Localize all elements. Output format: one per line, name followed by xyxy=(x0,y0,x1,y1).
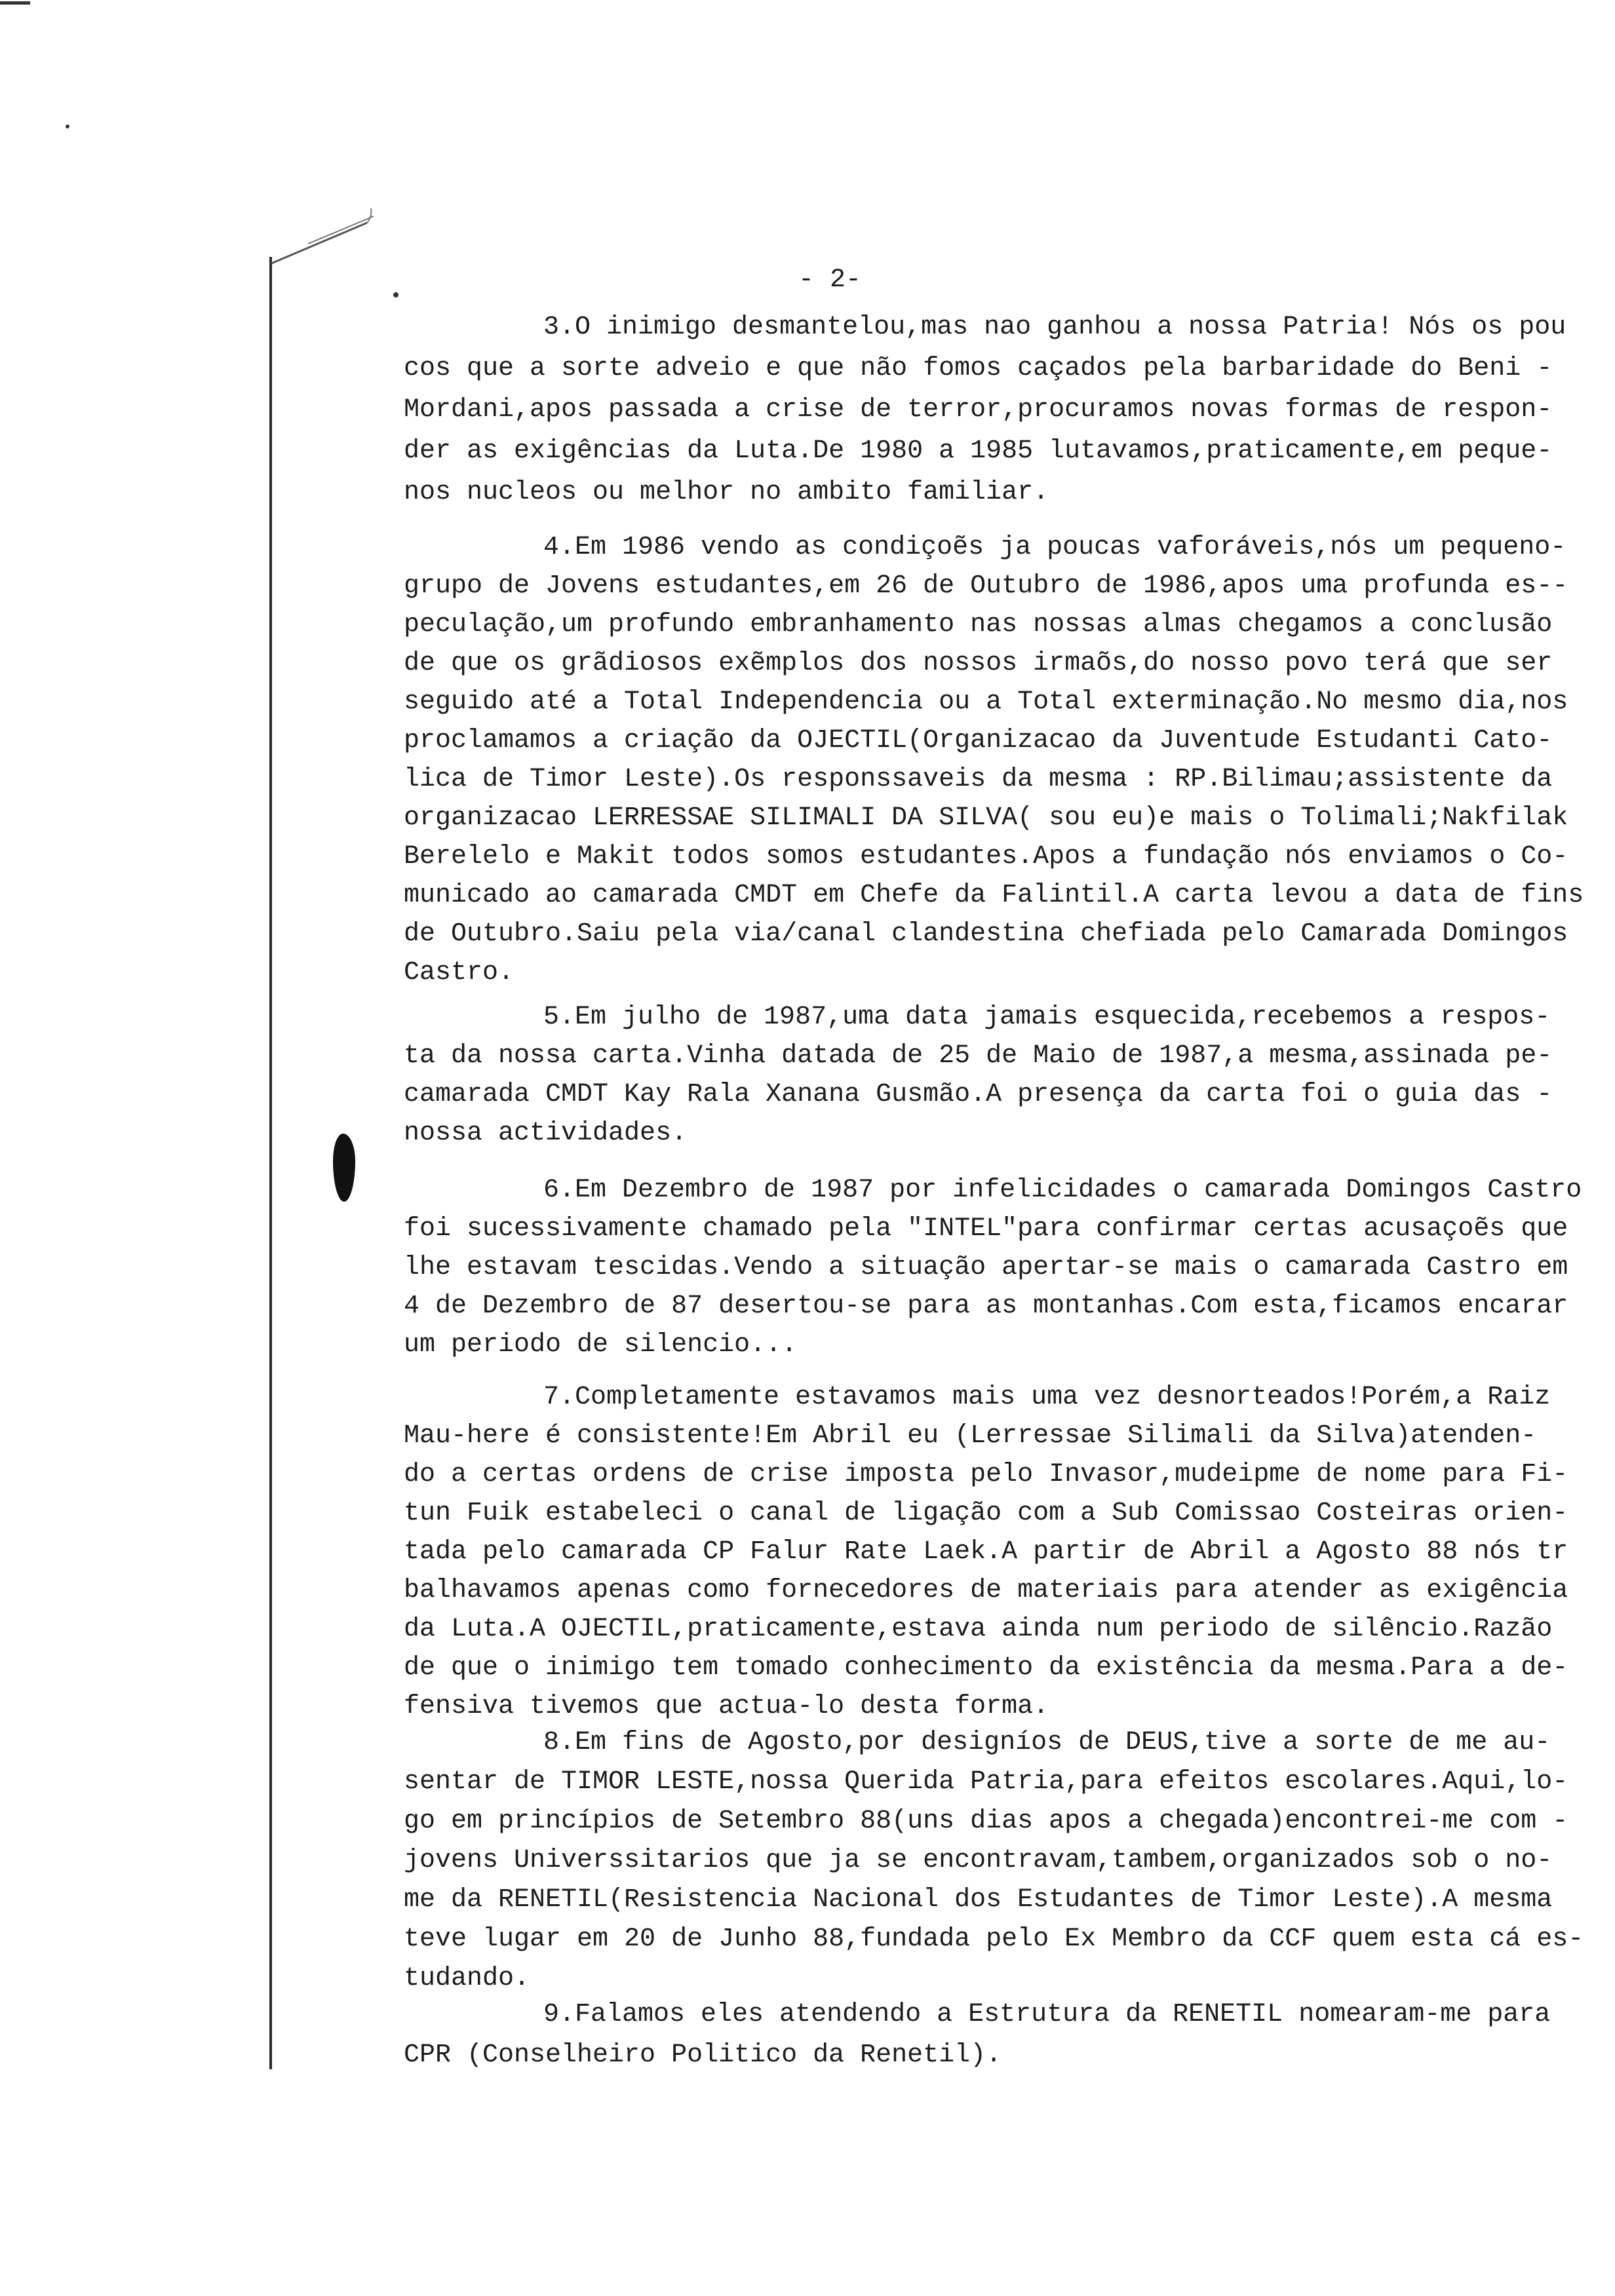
text-line: balhavamos apenas como fornecedores de materiais para atender as exigência xyxy=(404,1576,1568,1605)
text-line: de que o inimigo tem tomado conhecimento da existência da mesma.Para a de- xyxy=(404,1653,1568,1683)
text-line: jovens Universsitarios que ja se encontravam,tambem,organizados sob o no- xyxy=(404,1846,1553,1875)
text-line: um periodo de silencio... xyxy=(404,1330,798,1360)
text-line: 5.Em julho de 1987,uma data jamais esquecida,recebemos a respos- xyxy=(543,1003,1551,1032)
text-line: nossa actividades. xyxy=(404,1119,688,1148)
text-line: sentar de TIMOR LESTE,nossa Querida Patria,para efeitos escolares.Aqui,lo- xyxy=(404,1767,1568,1797)
text-line: cos que a sorte adveio e que não fomos caçados pela barbaridade do Beni - xyxy=(404,354,1553,383)
text-line: fensiva tivemos que actua-lo desta forma. xyxy=(404,1692,1049,1721)
paragraph-6 xyxy=(404,1171,1605,1364)
text-line: 4.Em 1986 vendo as condiçoẽs ja poucas vaforáveis,nós um pequeno- xyxy=(543,533,1566,562)
text-line: lica de Timor Leste).Os responssaveis da mesma : RP.Bilimau;assistente da xyxy=(404,765,1553,794)
paragraph-4 xyxy=(404,528,1605,992)
binding-margin-line xyxy=(269,257,272,2069)
text-line: do a certas ordens de crise imposta pelo Invasor,mudeipme de nome para Fi- xyxy=(404,1460,1568,1489)
text-line: de Outubro.Saiu pela via/canal clandestina chefiada pelo Camarada Domingos xyxy=(404,919,1568,949)
text-line: Castro. xyxy=(404,958,515,987)
text-line: teve lugar em 20 de Junho 88,fundada pelo Ex Membro da CCF quem esta cá es- xyxy=(404,1924,1584,1954)
text-line: 6.Em Dezembro de 1987 por infelicidades o camarada Domingos Castro xyxy=(543,1176,1582,1205)
page-number: - 2- xyxy=(798,265,862,295)
text-line: 7.Completamente estavamos mais uma vez desnorteados!Porém,a Raiz xyxy=(543,1383,1551,1412)
corner-dash-mark xyxy=(0,1,30,5)
text-line: tun Fuik estabeleci o canal de ligação com a Sub Comissao Costeiras orien- xyxy=(404,1499,1568,1528)
ink-blot xyxy=(333,1134,355,1202)
text-line: tudando. xyxy=(404,1964,530,1993)
ink-speck xyxy=(66,124,69,128)
paragraph-5 xyxy=(404,998,1605,1153)
paragraph-3 xyxy=(404,307,1605,513)
text-line: seguido até a Total Independencia ou a Total exterminação.No mesmo dia,nos xyxy=(404,687,1568,717)
text-line: Berelelo e Makit todos somos estudantes.Apos a fundação nós enviamos o Co- xyxy=(404,842,1568,871)
paragraph-8 xyxy=(404,1723,1605,1999)
text-line: 8.Em fins de Agosto,por designíos de DEUS,tive a sorte de me au- xyxy=(543,1728,1551,1757)
text-line: 3.O inimigo desmantelou,mas nao ganhou a nossa Patria! Nós os pou xyxy=(543,313,1566,342)
text-line: ta da nossa carta.Vinha datada de 25 de Maio de 1987,a mesma,assinada pe- xyxy=(404,1041,1553,1071)
text-line: tada pelo camarada CP Falur Rate Laek.A partir de Abril a Agosto 88 nós tr xyxy=(404,1537,1568,1567)
text-line: peculação,um profundo embranhamento nas nossas almas chegamos a conclusão xyxy=(404,610,1553,640)
text-line: nos nucleos ou melhor no ambito familiar. xyxy=(404,478,1049,507)
paragraph-9 xyxy=(404,1995,1605,2076)
text-line: Mau-here é consistente!Em Abril eu (Lerressae Silimali da Silva)atenden- xyxy=(404,1421,1537,1451)
text-line: organizacao LERRESSAE SILIMALI DA SILVA( sou eu)e mais o Tolimali;Nakfilak xyxy=(404,803,1568,833)
text-line: proclamamos a criação da OJECTIL(Organizacao da Juventude Estudanti Cato- xyxy=(404,726,1553,756)
text-line: go em princípios de Setembro 88(uns dias apos a chegada)encontrei-me com - xyxy=(404,1807,1568,1836)
text-line: 9.Falamos eles atendendo a Estrutura da RENETIL nomearam-me para xyxy=(543,2000,1551,2029)
text-line: da Luta.A OJECTIL,praticamente,estava ainda num periodo de silêncio.Razão xyxy=(404,1615,1553,1644)
text-line: 4 de Dezembro de 87 desertou-se para as montanhas.Com esta,ficamos encarar xyxy=(404,1292,1568,1321)
text-line: me da RENETIL(Resistencia Nacional dos Estudantes de Timor Leste).A mesma xyxy=(404,1885,1553,1915)
pencil-stroke-mark xyxy=(269,203,380,269)
text-line: foi sucessivamente chamado pela "INTEL"para confirmar certas acusaçoẽs que xyxy=(404,1214,1568,1244)
text-line: der as exigências da Luta.De 1980 a 1985 lutavamos,praticamente,em peque- xyxy=(404,436,1553,466)
paragraph-7 xyxy=(404,1378,1605,1726)
text-line: grupo de Jovens estudantes,em 26 de Outubro de 1986,apos uma profunda es-- xyxy=(404,571,1568,601)
text-line: Mordani,apos passada a crise de terror,procuramos novas formas de respon- xyxy=(404,395,1553,425)
text-line: CPR (Conselheiro Politico da Renetil). xyxy=(404,2040,1002,2070)
ink-speck xyxy=(393,292,399,297)
text-line: camarada CMDT Kay Rala Xanana Gusmão.A presença da carta foi o guia das - xyxy=(404,1080,1553,1109)
text-line: de que os grãdiosos exẽmplos dos nossos irmaõs,do nosso povo terá que ser xyxy=(404,649,1553,678)
text-line: municado ao camarada CMDT em Chefe da Falintil.A carta levou a data de fins xyxy=(404,881,1584,910)
text-line: lhe estavam tescidas.Vendo a situação apertar-se mais o camarada Castro em xyxy=(404,1253,1568,1282)
